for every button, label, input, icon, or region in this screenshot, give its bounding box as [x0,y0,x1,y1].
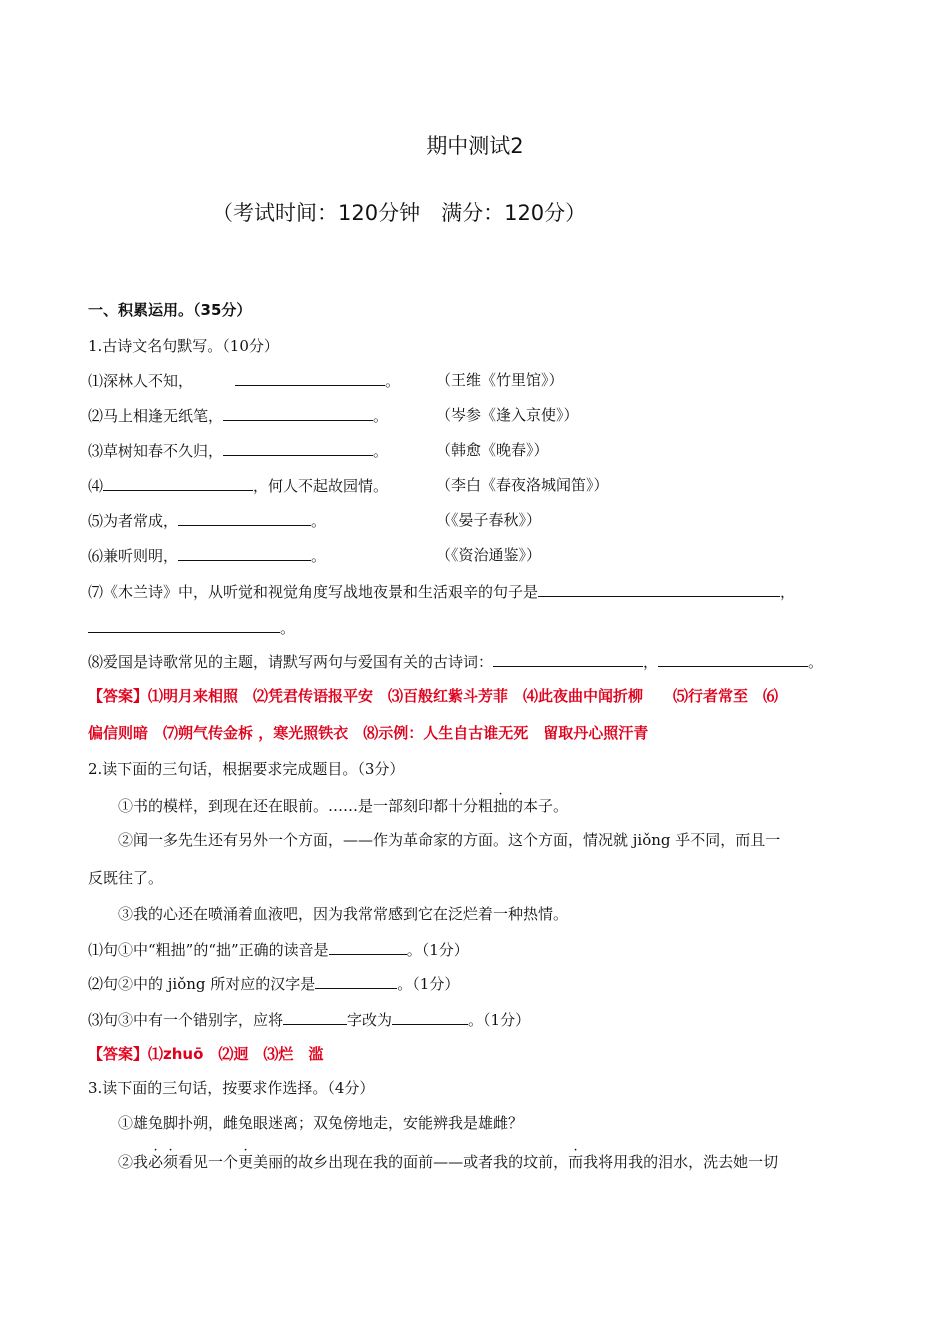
q3-sentence-2 [118,1152,778,1172]
question-1-stem: 1.古诗文名句默写。（10分） [88,337,279,355]
q1-item-2-text: ⑵马上相逢无纸笔， [88,407,224,425]
q1-item-7-end: 。 [280,619,296,637]
answer-blank[interactable] [538,581,780,597]
q1-item-2-source: （岑参《逢入京使》） [436,406,579,424]
q2-s1-dotted-char: 拙 [493,797,509,815]
q1-item-4-end: ，何人不起故园情。 [253,477,389,495]
q2-answer [88,1044,323,1064]
q2-sub-3-mid: 字改为 [347,1011,393,1029]
q1-item-4 [88,475,388,496]
answer-tag: 【答案】 [88,1045,149,1063]
q2-sub-2-end: 。（1分） [397,975,460,993]
q1-item-8-end: 。 [808,653,824,671]
q1-item-4-source: （李白《春夜洛城闻笛》） [436,476,609,494]
answer-blank[interactable] [235,370,385,386]
q2-sub-1 [88,939,469,960]
q2-s1-end: 的本子。 [508,797,569,815]
answer-blank[interactable] [392,1009,468,1025]
answer-blank[interactable] [178,510,311,526]
answer-blank[interactable] [315,973,397,989]
q1-item-1-source: （王维《竹里馆》） [436,371,564,389]
q3-s2-dotted-4: 而 [568,1153,584,1171]
q1-item-6-source: （《资治通鉴》） [436,546,542,564]
q2-s1-text: ①书的模样，到现在还在眼前。……是一部刻印都十分粗 [118,797,494,815]
q1-item-7 [88,581,795,602]
question-3-stem: 3.读下面的三句话，按要求作选择。（4分） [88,1079,375,1097]
answer-blank[interactable] [223,405,373,421]
q2-sub-1-end: 。（1分） [406,941,469,959]
q1-item-7-cont [88,617,295,638]
q1-item-7-text: ⑺《木兰诗》中，从听觉和视觉角度写战地夜景和生活艰辛的句子是 [88,583,539,601]
q1-item-2-end: 。 [373,407,389,425]
q3-s2-text-c: 美丽的故乡出现在我的面前——或者我的坟前， [253,1153,569,1171]
q1-item-6 [88,545,326,566]
q3-s2-dotted-2: 须 [163,1153,179,1171]
q2-sentence-3: ③我的心还在喷涌着血液吧，因为我常常感到它在泛烂着一种热情。 [118,905,569,923]
exam-info: （考试时间：120分钟 满分：120分） [212,201,587,225]
q2-sub-3-text: ⑶句③中有一个错别字，应将 [88,1011,284,1029]
q1-item-3-source: （韩愈《晚春》） [436,441,549,459]
q3-s2-dotted-3: 更 [238,1153,254,1171]
page-title: 期中测试2 [426,134,524,158]
q2-sentence-2-cont: 反既往了。 [88,869,164,887]
answer-blank[interactable] [493,651,643,667]
q1-item-7-comma: ， [780,583,796,601]
q1-item-1-end: 。 [385,372,401,390]
q1-item-4-text: ⑷ [88,477,104,495]
answer-blank[interactable] [283,1009,347,1025]
q1-item-5-source: （《晏子春秋》） [436,511,542,529]
q1-answer-line-1 [88,686,778,706]
q2-sub-1-text: ⑴句①中“粗拙”的“拙”正确的读音是 [88,941,329,959]
q1-item-2 [88,405,388,426]
q3-s2-text-a: ②我 [118,1153,149,1171]
q1-answer-line-2: 偏信则暗 ⑺朔气传金柝 ，寒光照铁衣 ⑻示例：人生自古谁无死 留取丹心照汗青 [88,724,649,742]
answer-blank[interactable] [88,617,280,633]
answer-blank[interactable] [103,475,253,491]
q3-s2-dotted-1: 必 [148,1153,164,1171]
answer-tag: 【答案】 [88,687,149,705]
q2-answer-text: ⑴zhuō ⑵迥 ⑶烂 滥 [148,1045,324,1063]
q1-item-6-end: 。 [311,547,327,565]
q1-item-5 [88,510,326,531]
answer-blank[interactable] [178,545,311,561]
q1-answer-text-1: ⑴明月来相照 ⑵凭君传语报平安 ⑶百般红紫斗芳菲 ⑷此夜曲中闻折柳 ⑸行者常至 ⑹ [148,687,779,705]
q1-item-8-text: ⑻爱国是诗歌常见的主题，请默写两句与爱国有关的古诗词： [88,653,494,671]
q1-item-3-end: 。 [373,442,389,460]
answer-blank[interactable] [223,440,373,456]
answer-blank[interactable] [658,651,808,667]
q3-sentence-1: ①雄兔脚扑朔，雌兔眼迷离；双兔傍地走，安能辨我是雄雌？ [118,1114,524,1132]
section-heading: 一、积累运用。（35分） [88,301,252,319]
q1-item-5-end: 。 [311,512,327,530]
q1-item-1-text: ⑴深林人不知， [88,372,194,390]
q1-item-5-text: ⑸为者常成， [88,512,179,530]
q2-sub-2-text: ⑵句②中的 jiǒng 所对应的汉字是 [88,975,316,993]
q2-sentence-2: ②闻一多先生还有另外一个方面，——作为革命家的方面。这个方面，情况就 jiǒng 乎不同，而且一 [118,831,781,849]
q3-s2-text-e: 我将用我的泪水，洗去她一切 [583,1153,779,1171]
q1-item-1 [88,370,400,391]
q2-sub-2 [88,973,459,994]
q1-item-6-text: ⑹兼听则明， [88,547,179,565]
question-2-stem: 2.读下面的三句话，根据要求完成题目。（3分） [88,760,405,778]
q1-item-8-comma: ， [643,653,659,671]
q2-sentence-1 [118,796,568,816]
answer-blank[interactable] [329,939,407,955]
q2-sub-3-end: 。（1分） [468,1011,531,1029]
q1-item-3 [88,440,388,461]
q3-s2-text-b: 看见一个 [178,1153,239,1171]
q1-item-8 [88,651,823,672]
q1-item-3-text: ⑶草树知春不久归， [88,442,224,460]
q2-sub-3 [88,1009,530,1030]
